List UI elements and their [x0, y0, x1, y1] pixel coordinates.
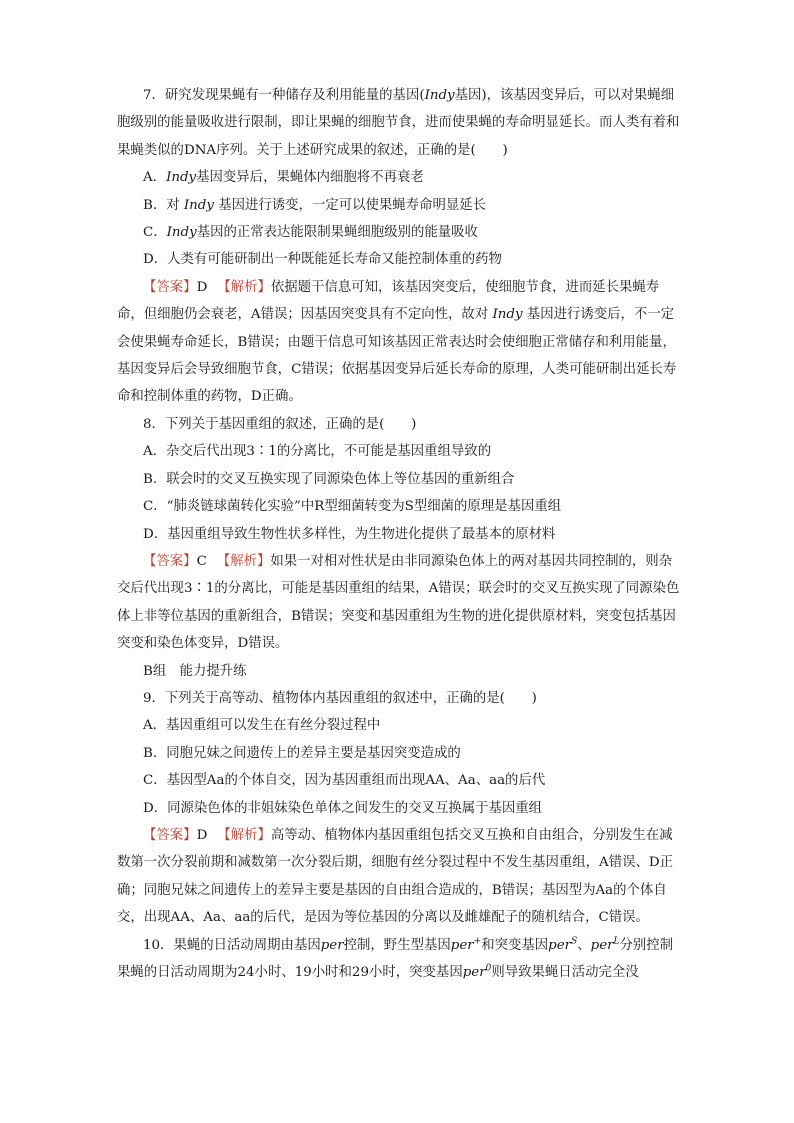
- q8-option-a: A．杂交后代出现3∶1的分离比，不可能是基因重组导致的: [143, 444, 492, 460]
- q9-answer: 【答案】D 【解析】高等动、植物体内基因重组包括交叉互换和自由组合，分别发生在减数第一次分裂前期和减数第一次分裂后期，细胞有丝分裂过程中不发生基因重组，A错误、D正确；同胞兄妹之间遗传上的差异主要是基因的自由组合造成的，B错误；基因型为Aa的个体自交，出现AA、Aa、aa的后代，是因为等位基因的分离以及雌雄配子的随机结合，C错误。: [117, 827, 674, 926]
- answer-value: C: [196, 553, 207, 569]
- q7-answer: 【答案】D 【解析】依据题干信息可知，该基因突变后，使细胞节食，进而延长果蝇寿命，但细胞仍会衰老，A错误；因基因突变具有不定向性，故对 Indy 基因进行诱变后，不一定会使果蝇寿命延长，B错误；由题干信息可知该基因正常表达时会使细胞正常储存和利用能量，基因变异后会导致细胞节食，C错误；依据基因变异后延长寿命的原理，人类可能研制出延长寿命和控制体重的药物，D正确。: [117, 279, 677, 405]
- answer-label: 【答案】: [143, 553, 197, 569]
- q8-stem: 8．下列关于基因重组的叙述，正确的是( ): [143, 416, 417, 432]
- q9-option-b: B．同胞兄妹之间遗传上的差异主要是基因突变造成的: [143, 745, 461, 761]
- analysis-label: 【解析】: [216, 553, 271, 569]
- q9-stem: 9．下列关于高等动、植物体内基因重组的叙述中，正确的是( ): [143, 690, 537, 706]
- document-page: [117, 82, 683, 986]
- gene-name: per: [320, 937, 344, 953]
- answer-label: 【答案】: [143, 827, 197, 843]
- q7-option-c: C．Indy基因的正常表达能限制果蝇细胞级别的能量吸收: [143, 225, 478, 241]
- q10-stem: 10．果蝇的日活动周期由基因per控制，野生型基因per+和突变基因per$^S$、per$^L$分别控制果蝇的日活动周期为24小时、19小时和29小时，突变基因per$^0$则导致果蝇日活动完全没: [117, 936, 674, 980]
- analysis-label: 【解析】: [217, 279, 271, 295]
- answer-value: D: [196, 279, 208, 295]
- q8-option-d: D．基因重组导致生物性状多样性，为生物进化提供了最基本的原材料: [143, 526, 556, 542]
- analysis-label: 【解析】: [217, 827, 271, 843]
- answer-value: D: [196, 827, 208, 843]
- q8-option-b: B．联会时的交叉互换实现了同源染色体上等位基因的重新组合: [143, 471, 515, 487]
- q8-option-c: C．“肺炎链球菌转化实验”中R型细菌转变为S型细菌的原理是基因重组: [143, 499, 562, 515]
- section-heading: B组 能力提升练: [143, 663, 247, 679]
- q9-option-a: A．基因重组可以发生在有丝分裂过程中: [143, 718, 381, 734]
- q8-answer: 【答案】C 【解析】如果一对相对性状是由非同源染色体上的两对基因共同控制的，则杂交后代出现3∶1的分离比，可能是基因重组的结果，A错误；联会时的交叉互换实现了同源染色体上非等位基因的重新组合，B错误；突变和基因重组为生物的进化提供原材料，突变包括基因突变和染色体变异，D错误。: [117, 553, 680, 652]
- q7-stem: 7．研究发现果蝇有一种储存及利用能量的基因(Indy基因)，该基因变异后，可以对果蝇细胞级别的能量吸收进行限制，即让果蝇的细胞节食，进而使果蝇的寿命明显延长。而人类有着和果蝇类似的DNA序列。关于上述研究成果的叙述，正确的是( ): [117, 88, 680, 158]
- q7-option-d: D．人类有可能研制出一种既能延长寿命又能控制体重的药物: [143, 252, 502, 268]
- q9-option-d: D．同源染色体的非姐妹染色单体之间发生的交叉互换属于基因重组: [143, 800, 543, 816]
- answer-label: 【答案】: [143, 279, 197, 295]
- q7-option-a: A．Indy基因变异后，果蝇体内细胞将不再衰老: [143, 170, 424, 186]
- q9-option-c: C．基因型Aa的个体自交，因为基因重组而出现AA、Aa、aa的后代: [143, 773, 546, 789]
- q7-option-b: B．对 Indy 基因进行诱变，一定可以使果蝇寿命明显延长: [143, 197, 487, 213]
- gene-name: Indy: [424, 88, 455, 103]
